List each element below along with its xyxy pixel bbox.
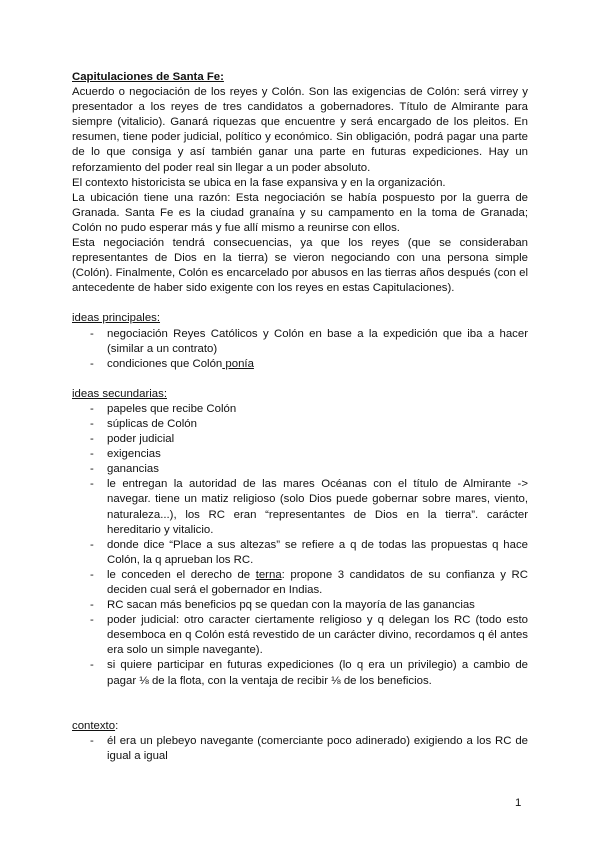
dash-bullet: - <box>90 417 94 430</box>
dash-bullet: - <box>90 734 94 747</box>
list-item <box>72 538 528 568</box>
document-title: Capitulaciones de Santa Fe: <box>72 71 224 83</box>
dash-bullet: - <box>90 568 94 581</box>
list-item-text: súplicas de Colón <box>107 417 197 430</box>
contexto-list <box>72 734 528 764</box>
principales-list <box>72 327 528 372</box>
list-item <box>72 402 528 417</box>
list-item-text: papeles que recibe Colón <box>107 402 237 415</box>
list-item-text: exigencias <box>107 448 161 461</box>
list-item <box>72 357 528 372</box>
list-item <box>72 432 528 447</box>
page-number: 1 <box>515 797 522 809</box>
list-item-text: negociación Reyes Católicos y Colón en base a la expedición que iba a hacer (similar a un contrato) <box>107 327 528 355</box>
dash-bullet: - <box>90 478 94 491</box>
list-item-text: le entregan la autoridad de las mares Océanas con el título de Almirante -> navegar. tiene un matiz religioso (solo Dios puede gobernar sobre mares, viento, naturaleza...), los RC eran “representantes de Dios en la tierra”. carácter hereditario y vitalicio. <box>107 478 528 536</box>
list-item <box>72 568 528 598</box>
list-item-text: condiciones que Colón <box>107 357 223 370</box>
contexto-colon: : <box>115 719 119 732</box>
dash-bullet: - <box>90 659 94 672</box>
paragraph-2: El contexto historicista se ubica en la fase expansiva y en la organización. <box>72 176 446 189</box>
secundarias-heading: ideas secundarias: <box>72 387 167 400</box>
dash-bullet: - <box>90 599 94 612</box>
dash-bullet: - <box>90 448 94 461</box>
list-item <box>72 327 528 357</box>
secundarias-list <box>72 402 528 689</box>
spacer <box>72 372 528 387</box>
contexto-heading-text: contexto <box>72 719 116 732</box>
list-item-text: donde dice “Place a sus altezas” se refiere a q de todas las propuestas q hace Colón, la q aprueban los RC. <box>107 538 528 566</box>
dash-bullet: - <box>90 357 94 370</box>
list-item <box>72 477 528 537</box>
underlined-word: ponía <box>222 357 254 370</box>
list-item-text: poder judicial: otro caracter ciertamente religioso y q delegan los RC (todo esto desemboca en q Colón está revestido de un carácter divino, recordamos q él antes era solo un simple navegante). <box>107 614 528 657</box>
list-item <box>72 598 528 613</box>
list-item <box>72 417 528 432</box>
dash-bullet: - <box>90 614 94 627</box>
paragraph-3: La ubicación tiene una razón: Esta negociación se había pospuesto por la guerra de Granada. Santa Fe es la ciudad granaína y su campamento en la toma de Granada; Colón no pudo esperar más y fue allí mismo a reunirse con ellos. <box>72 191 528 234</box>
list-item <box>72 462 528 477</box>
paragraph-1: Acuerdo o negociación de los reyes y Colón. Son las exigencias de Colón: será virrey y presentador a los reyes de tres candidatos a gobernadores. Título de Almirante para siempre (vitalicio). Ganará riquezas que encuentre y será encargado de los pleitos. En resumen, tiene poder judicial, político y económico. Sin obligación, podrá pagar una parte de lo que consiga y así también ganar una parte en futuras expediciones. Hay un reforzamiento del poder real sin llegar a un poder absoluto. <box>72 86 528 174</box>
dash-bullet: - <box>90 538 94 551</box>
dash-bullet: - <box>90 327 94 340</box>
list-item-text: RC sacan más beneficios pq se quedan con la mayoría de las ganancias <box>107 599 475 612</box>
list-item-text: él era un plebeyo navegante (comerciante poco adinerado) exigiendo a los RC de igual a igual <box>107 734 528 762</box>
spacer <box>72 296 528 311</box>
list-item-text: : propone 3 candidatos de su confianza y RC deciden cual será el gobernador en Indias. <box>107 568 528 596</box>
spacer <box>72 689 528 719</box>
list-item-text: poder judicial <box>107 433 175 446</box>
list-item-text: le conceden el derecho de <box>107 568 256 581</box>
principales-heading: ideas principales: <box>72 312 161 325</box>
list-item <box>72 658 528 688</box>
contexto-heading <box>72 719 528 734</box>
list-item <box>72 734 528 764</box>
dash-bullet: - <box>90 463 94 476</box>
paragraph-4: Esta negociación tendrá consecuencias, ya que los reyes (que se consideraban representantes de Dios en la tierra) se vieron negociando con una persona simple (Colón). Finalmente, Colón es encarcelado por abusos en las tierras años después (con el antecedente de haber sido exigente con los reyes en estas Capitulaciones). <box>72 237 528 295</box>
underlined-word: terna <box>255 568 282 581</box>
document-page <box>72 70 528 764</box>
list-item <box>72 613 528 658</box>
list-item <box>72 447 528 462</box>
dash-bullet: - <box>90 402 94 415</box>
list-item-text: ganancias <box>107 463 159 476</box>
dash-bullet: - <box>90 433 94 446</box>
list-item-text: si quiere participar en futuras expediciones (lo q era un privilegio) a cambio de pagar ⅛ de la flota, con la ventaja de recibir ⅛ de los beneficios. <box>107 659 528 687</box>
